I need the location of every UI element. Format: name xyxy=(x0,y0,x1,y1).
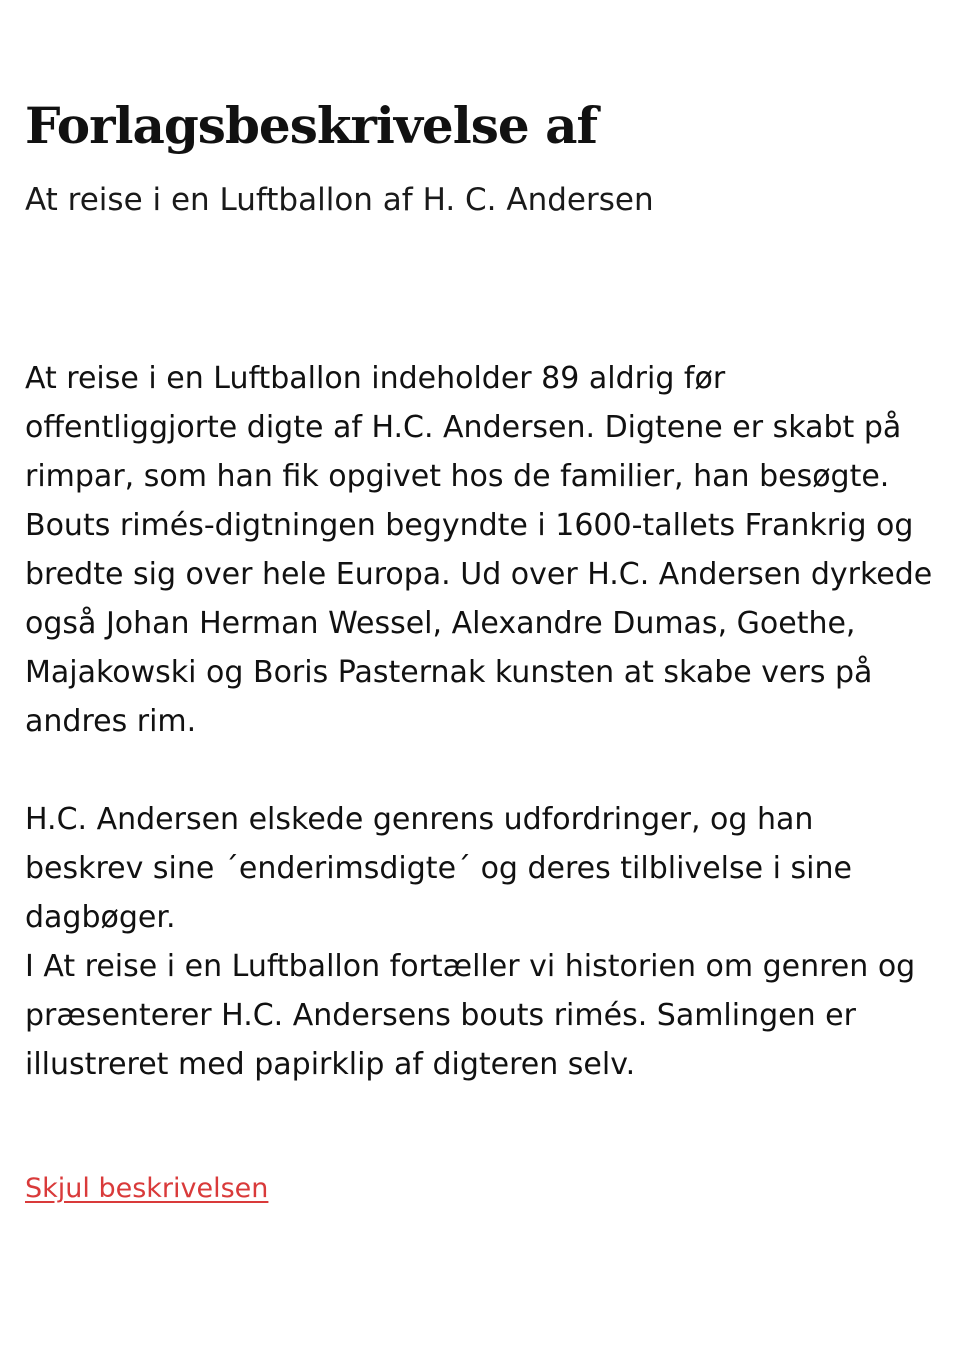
book-subtitle: At reise i en Luftballon af H. C. Andersen xyxy=(25,182,654,218)
page-title: Forlagsbeskrivelse af xyxy=(25,96,597,155)
description-paragraph: H.C. Andersen elskede genrens udfordringer, og han beskrev sine ´enderimsdigte´ og deres tilblivelse i sine dagbøger. xyxy=(25,802,852,935)
description-paragraph: At reise i en Luftballon indeholder 89 aldrig før offentliggjorte digte af H.C. Andersen. Digtene er skabt på rimpar, som han fik opgivet hos de familier, han besøgte. xyxy=(25,361,902,494)
description-body xyxy=(25,354,940,1089)
paragraph-spacer xyxy=(25,746,940,795)
description-paragraph: Bouts rimés-digtningen begyndte i 1600-tallets Frankrig og bredte sig over hele Europa. Ud over H.C. Andersen dyrkede også Johan Herman Wessel, Alexandre Dumas, Goethe, Majakowski og Boris Pasternak kunsten at skabe vers på andres rim. xyxy=(25,508,933,739)
description-paragraph: I At reise i en Luftballon fortæller vi historien om genren og præsenterer H.C. Andersens bouts rimés. Samlingen er illustreret med papirklip af digteren selv. xyxy=(25,949,916,1082)
hide-description-link[interactable]: Skjul beskrivelsen xyxy=(25,1173,269,1204)
